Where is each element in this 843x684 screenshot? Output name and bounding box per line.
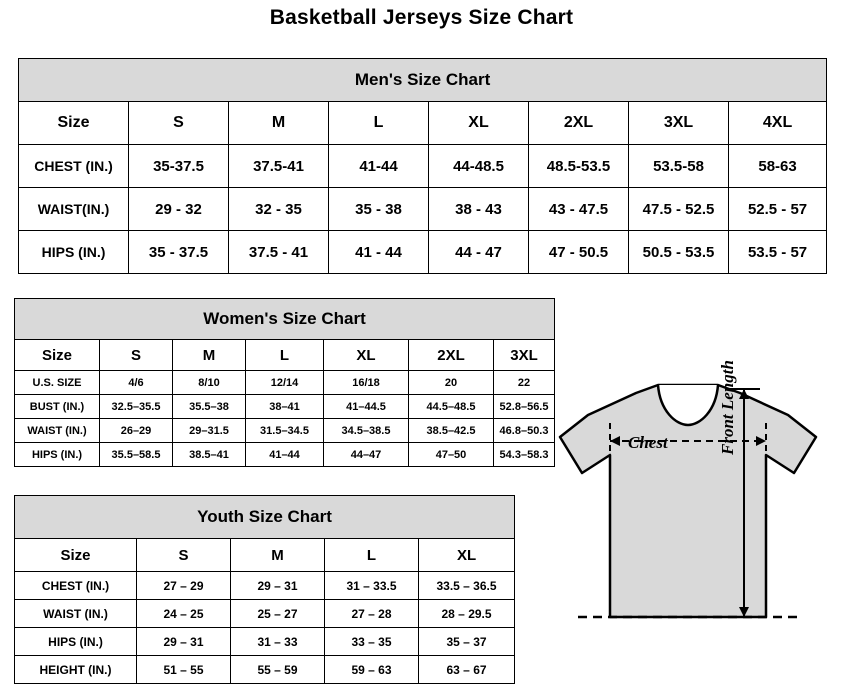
mens-chest-m: 37.5-41 (229, 145, 329, 188)
youth-header-size: Size (15, 539, 137, 572)
womens-waist-m: 29–31.5 (173, 419, 246, 443)
youth-hips-l: 33 – 35 (325, 628, 419, 656)
womens-hips-3xl: 54.3–58.3 (494, 443, 555, 467)
table-row (15, 395, 555, 419)
chest-measure-label: Chest (628, 433, 668, 452)
womens-header-2xl: 2XL (409, 340, 494, 371)
mens-waist-l: 35 - 38 (329, 188, 429, 231)
womens-bust-2xl: 44.5–48.5 (409, 395, 494, 419)
mens-header-3xl: 3XL (629, 102, 729, 145)
womens-bust-s: 32.5–35.5 (100, 395, 173, 419)
youth-chest-xl: 33.5 – 36.5 (419, 572, 515, 600)
mens-waist-4xl: 52.5 - 57 (729, 188, 827, 231)
youth-chest-m: 29 – 31 (231, 572, 325, 600)
womens-waist-2xl: 38.5–42.5 (409, 419, 494, 443)
mens-header-m: M (229, 102, 329, 145)
youth-hips-m: 31 – 33 (231, 628, 325, 656)
youth-height-s: 51 – 55 (137, 656, 231, 684)
youth-header-s: S (137, 539, 231, 572)
womens-bust-xl: 41–44.5 (324, 395, 409, 419)
table-row (15, 600, 515, 628)
youth-header-l: L (325, 539, 419, 572)
mens-hips-4xl: 53.5 - 57 (729, 231, 827, 274)
mens-row-label-chest: CHEST (IN.) (19, 145, 129, 188)
youth-chest-l: 31 – 33.5 (325, 572, 419, 600)
womens-waist-3xl: 46.8–50.3 (494, 419, 555, 443)
mens-chest-3xl: 53.5-58 (629, 145, 729, 188)
womens-row-label-hips: HIPS (IN.) (15, 443, 100, 467)
mens-chart-title: Men's Size Chart (19, 59, 827, 102)
mens-waist-m: 32 - 35 (229, 188, 329, 231)
mens-hips-l: 41 - 44 (329, 231, 429, 274)
womens-row-label-waist: WAIST (IN.) (15, 419, 100, 443)
womens-hips-s: 35.5–58.5 (100, 443, 173, 467)
youth-chart-title: Youth Size Chart (15, 496, 515, 539)
youth-hips-s: 29 – 31 (137, 628, 231, 656)
mens-waist-s: 29 - 32 (129, 188, 229, 231)
mens-chest-l: 41-44 (329, 145, 429, 188)
mens-waist-3xl: 47.5 - 52.5 (629, 188, 729, 231)
womens-header-size: Size (15, 340, 100, 371)
womens-row-label-us-size: U.S. SIZE (15, 371, 100, 395)
mens-chest-xl: 44-48.5 (429, 145, 529, 188)
page-title: Basketball Jerseys Size Chart (269, 6, 574, 29)
youth-waist-xl: 28 – 29.5 (419, 600, 515, 628)
mens-chest-4xl: 58-63 (729, 145, 827, 188)
womens-ussize-3xl: 22 (494, 371, 555, 395)
mens-hips-2xl: 47 - 50.5 (529, 231, 629, 274)
womens-ussize-l: 12/14 (246, 371, 324, 395)
mens-chest-2xl: 48.5-53.5 (529, 145, 629, 188)
jersey-measurement-diagram (548, 345, 838, 675)
mens-size-chart-table (18, 58, 827, 274)
womens-waist-s: 26–29 (100, 419, 173, 443)
table-row (15, 371, 555, 395)
womens-waist-l: 31.5–34.5 (246, 419, 324, 443)
womens-hips-m: 38.5–41 (173, 443, 246, 467)
womens-bust-m: 35.5–38 (173, 395, 246, 419)
table-row (15, 628, 515, 656)
mens-hips-s: 35 - 37.5 (129, 231, 229, 274)
youth-header-m: M (231, 539, 325, 572)
youth-row-label-chest: CHEST (IN.) (15, 572, 137, 600)
womens-hips-l: 41–44 (246, 443, 324, 467)
front-length-measure-label: Front Length (718, 360, 737, 455)
womens-ussize-s: 4/6 (100, 371, 173, 395)
womens-header-s: S (100, 340, 173, 371)
womens-chart-title: Women's Size Chart (15, 299, 555, 340)
youth-size-chart-table (14, 495, 515, 684)
womens-header-m: M (173, 340, 246, 371)
youth-height-m: 55 – 59 (231, 656, 325, 684)
youth-row-label-hips: HIPS (IN.) (15, 628, 137, 656)
mens-hips-m: 37.5 - 41 (229, 231, 329, 274)
womens-header-3xl: 3XL (494, 340, 555, 371)
mens-header-s: S (129, 102, 229, 145)
table-row (15, 443, 555, 467)
mens-waist-xl: 38 - 43 (429, 188, 529, 231)
mens-row-label-hips: HIPS (IN.) (19, 231, 129, 274)
womens-ussize-xl: 16/18 (324, 371, 409, 395)
womens-ussize-2xl: 20 (409, 371, 494, 395)
womens-bust-l: 38–41 (246, 395, 324, 419)
mens-hips-xl: 44 - 47 (429, 231, 529, 274)
youth-height-xl: 63 – 67 (419, 656, 515, 684)
womens-header-l: L (246, 340, 324, 371)
table-row (15, 572, 515, 600)
mens-header-l: L (329, 102, 429, 145)
womens-size-chart-table (14, 298, 555, 467)
youth-header-xl: XL (419, 539, 515, 572)
table-row (15, 419, 555, 443)
table-row (19, 231, 827, 274)
mens-header-4xl: 4XL (729, 102, 827, 145)
mens-hips-3xl: 50.5 - 53.5 (629, 231, 729, 274)
youth-chest-s: 27 – 29 (137, 572, 231, 600)
mens-header-2xl: 2XL (529, 102, 629, 145)
mens-chest-s: 35-37.5 (129, 145, 229, 188)
womens-waist-xl: 34.5–38.5 (324, 419, 409, 443)
youth-hips-xl: 35 – 37 (419, 628, 515, 656)
youth-row-label-height: HEIGHT (IN.) (15, 656, 137, 684)
mens-header-xl: XL (429, 102, 529, 145)
womens-bust-3xl: 52.8–56.5 (494, 395, 555, 419)
womens-hips-2xl: 47–50 (409, 443, 494, 467)
mens-waist-2xl: 43 - 47.5 (529, 188, 629, 231)
womens-header-xl: XL (324, 340, 409, 371)
womens-row-label-bust: BUST (IN.) (15, 395, 100, 419)
youth-waist-l: 27 – 28 (325, 600, 419, 628)
table-row (19, 188, 827, 231)
jersey-shirt-icon (548, 345, 838, 675)
youth-row-label-waist: WAIST (IN.) (15, 600, 137, 628)
table-row (15, 656, 515, 684)
mens-row-label-waist: WAIST(IN.) (19, 188, 129, 231)
youth-height-l: 59 – 63 (325, 656, 419, 684)
womens-ussize-m: 8/10 (173, 371, 246, 395)
youth-waist-m: 25 – 27 (231, 600, 325, 628)
table-row (19, 145, 827, 188)
womens-hips-xl: 44–47 (324, 443, 409, 467)
youth-waist-s: 24 – 25 (137, 600, 231, 628)
mens-header-size: Size (19, 102, 129, 145)
